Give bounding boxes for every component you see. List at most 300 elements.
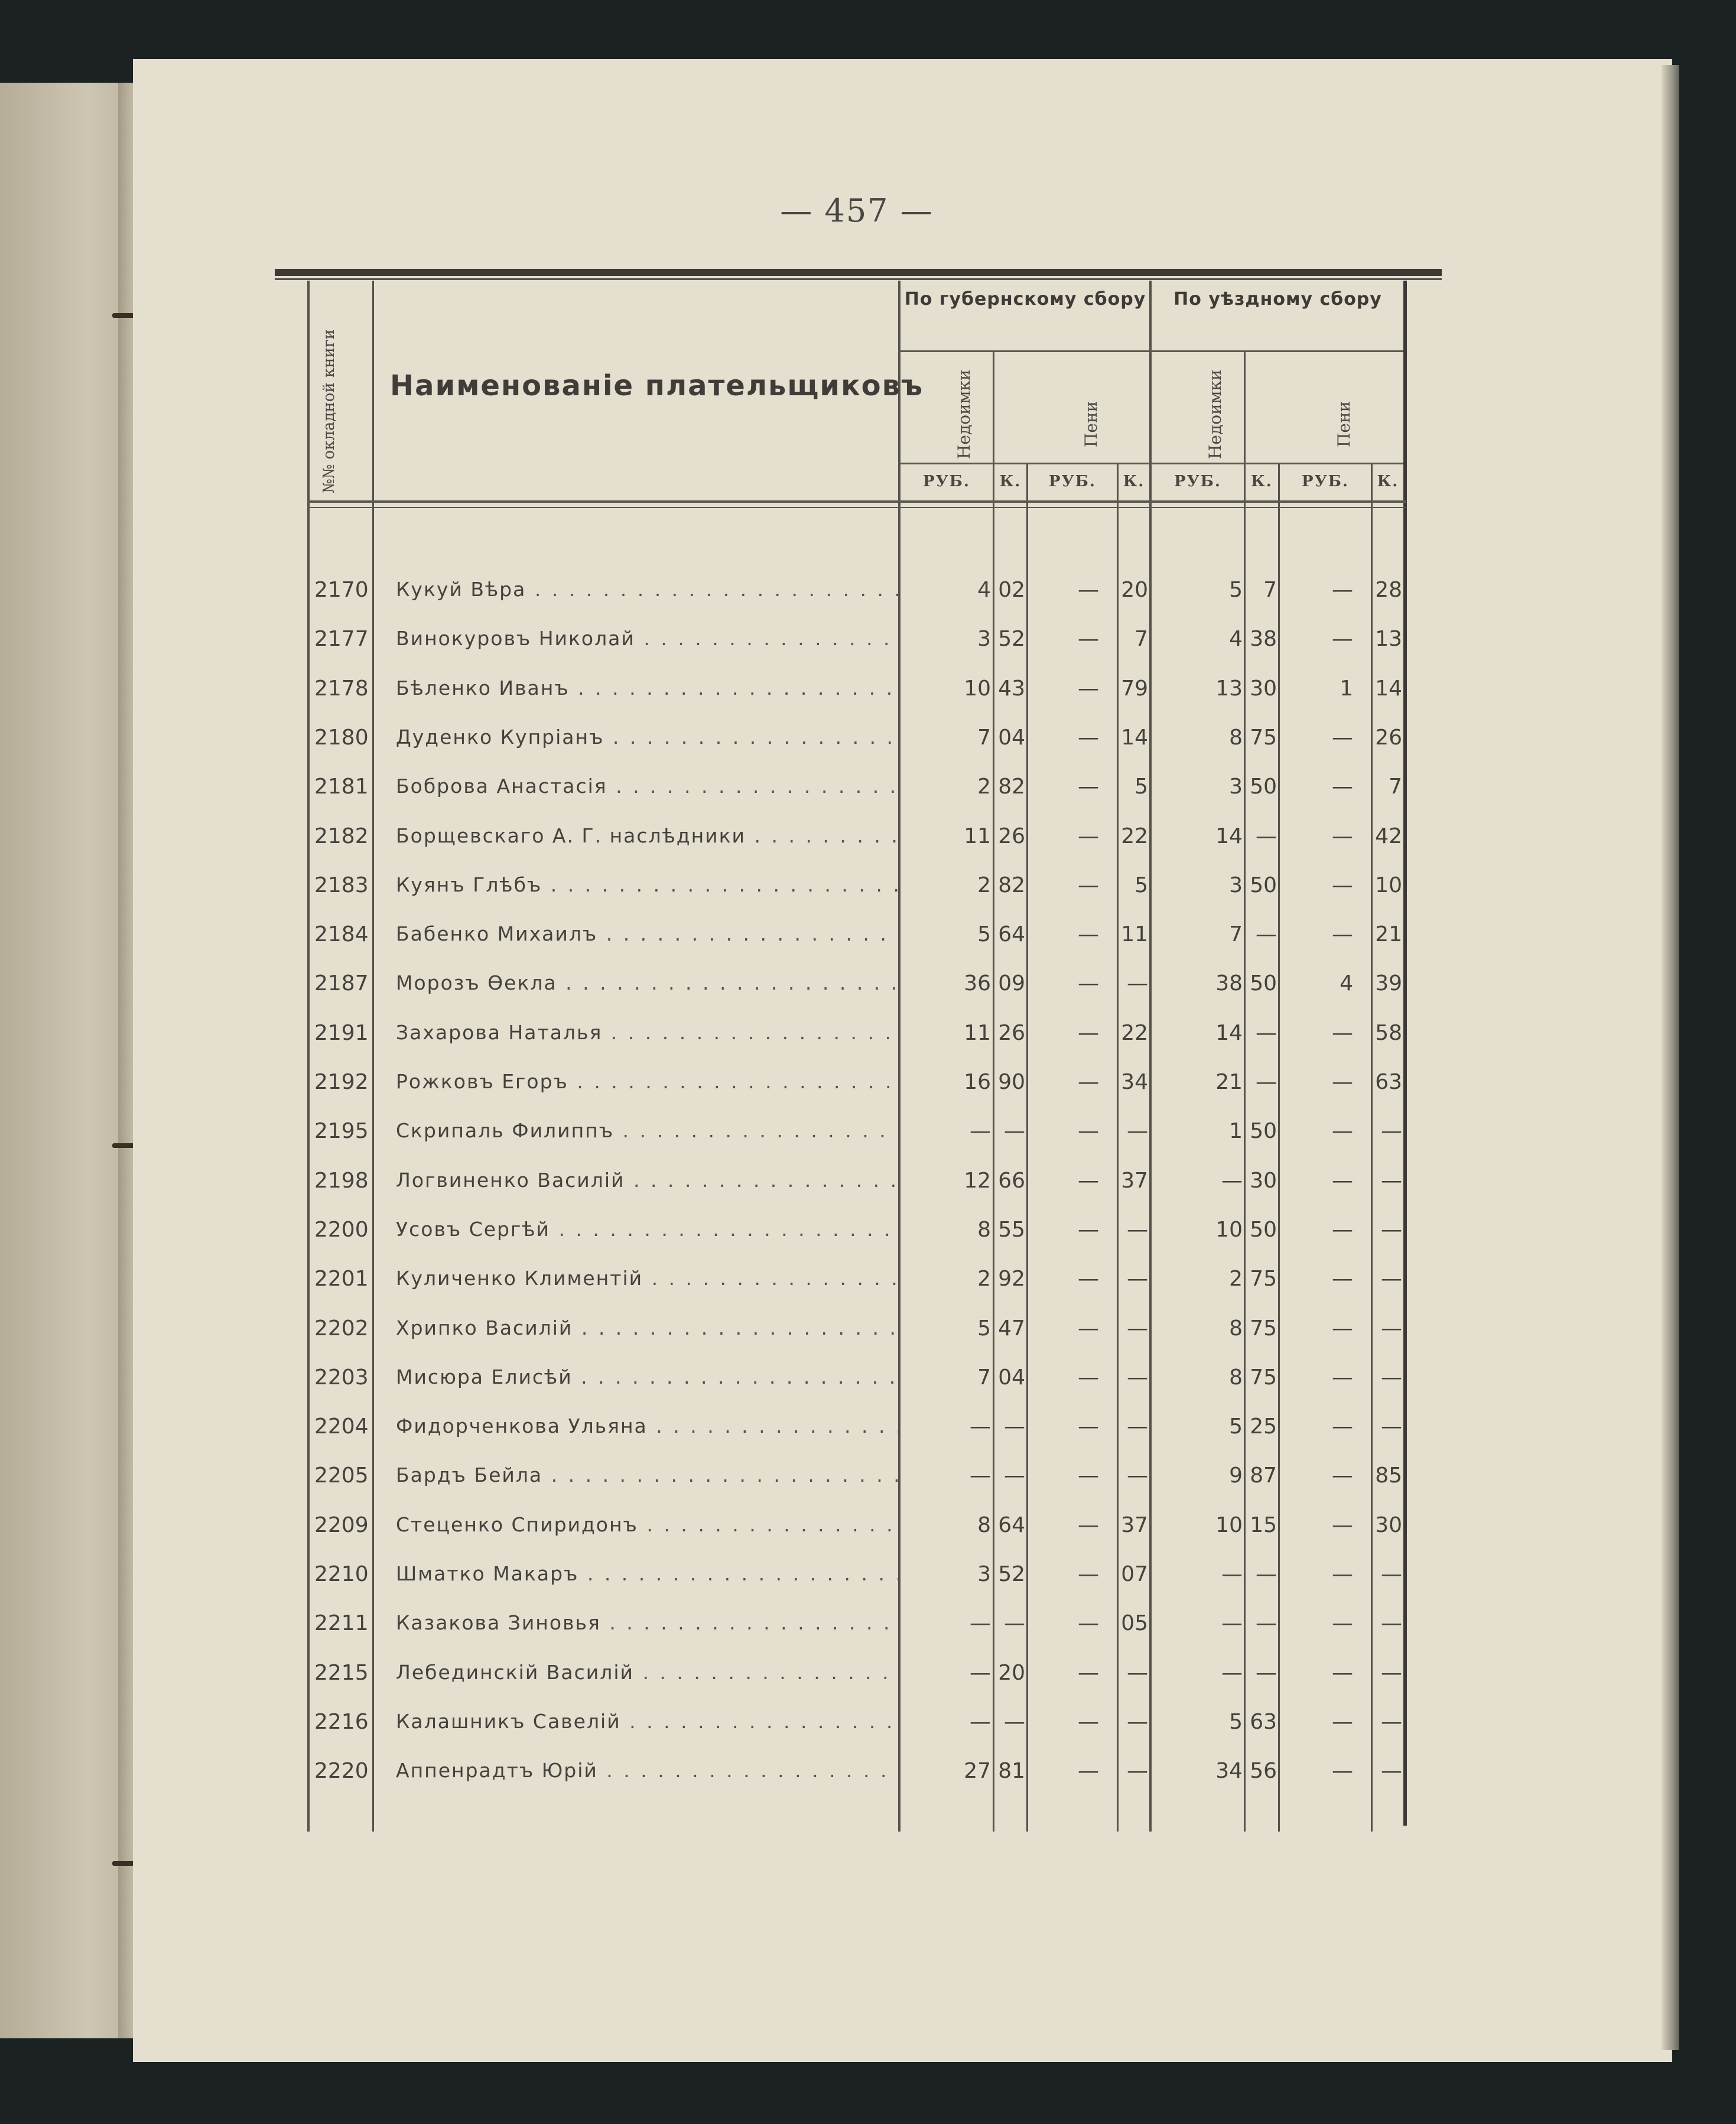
payer-name: Боброва Анастасія . . . — [396, 775, 898, 798]
table-row — [307, 1016, 1439, 1052]
amount-cell: — — [1078, 1414, 1099, 1439]
amount-cell: 37 — [1121, 1513, 1148, 1537]
amount-cell: — — [1332, 1020, 1353, 1045]
amount-cell: — — [1078, 1759, 1099, 1784]
amount-cell: 5 — [1229, 578, 1243, 602]
payer-name: Куянъ Глѣбъ . . . — [396, 873, 898, 896]
amount-cell: — — [1078, 1267, 1099, 1292]
amount-cell: — — [1256, 1660, 1277, 1685]
amount-cell: 13 — [1375, 627, 1402, 652]
amount-cell: 21 — [1375, 922, 1402, 947]
amount-cell: — — [970, 1660, 991, 1685]
amount-cell: — — [1332, 775, 1353, 799]
amount-cell: — — [1078, 1070, 1099, 1094]
amount-cell: — — [1332, 1267, 1353, 1292]
amount-cell: 3 — [1229, 775, 1243, 799]
table-row — [307, 1508, 1439, 1544]
amount-cell: 9 — [1229, 1463, 1243, 1488]
amount-cell: 2 — [977, 1267, 991, 1292]
amount-cell: — — [1332, 1513, 1353, 1537]
header-line — [307, 500, 1406, 503]
book-number: 2177 — [314, 627, 369, 652]
amount-cell: — — [1332, 1119, 1353, 1144]
amount-cell: 7 — [977, 1365, 991, 1390]
amount-cell: — — [1127, 1365, 1148, 1390]
amount-cell: 79 — [1121, 676, 1148, 701]
table-row — [307, 1606, 1439, 1642]
amount-cell: 50 — [1250, 1217, 1277, 1242]
amount-cell: 26 — [998, 824, 1025, 848]
kop-unit: К. — [1251, 473, 1273, 490]
district-penalties-header: Пени — [1334, 401, 1354, 447]
amount-cell: 2 — [977, 775, 991, 799]
amount-cell: 2 — [977, 873, 991, 897]
amount-cell: 90 — [998, 1070, 1025, 1094]
amount-cell: 30 — [1250, 676, 1277, 701]
amount-cell: 30 — [1375, 1513, 1402, 1537]
amount-cell: — — [1004, 1414, 1025, 1439]
amount-cell: — — [1127, 1119, 1148, 1144]
amount-cell: 75 — [1250, 725, 1277, 750]
book-number: 2170 — [314, 578, 369, 602]
payer-name: Морозъ Өекла . . . — [396, 971, 898, 994]
book-number: 2220 — [314, 1759, 369, 1784]
amount-cell: 10 — [1215, 1217, 1243, 1242]
table-top-rule-thin — [275, 278, 1442, 280]
table-row — [307, 1459, 1439, 1494]
payer-name: Калашникъ Савелій . . . — [396, 1710, 898, 1733]
provincial-penalties-header: Пени — [1081, 401, 1101, 447]
table-row — [307, 819, 1439, 855]
amount-cell: — — [1332, 1414, 1353, 1439]
amount-cell: — — [1127, 1759, 1148, 1784]
amount-cell: — — [1078, 873, 1099, 897]
page-number: — 457 — — [780, 192, 934, 229]
amount-cell: 02 — [998, 578, 1025, 602]
amount-cell: — — [1127, 1463, 1148, 1488]
amount-cell: 52 — [998, 627, 1025, 652]
book-number: 2184 — [314, 922, 369, 947]
book-number: 2216 — [314, 1709, 369, 1734]
amount-cell: 1 — [1340, 676, 1353, 701]
payer-name: Скрипаль Филиппъ . . . — [396, 1119, 898, 1142]
tax-table — [307, 269, 1439, 1832]
amount-cell: — — [1078, 1168, 1099, 1193]
table-row — [307, 1213, 1439, 1248]
book-number: 2182 — [314, 824, 369, 848]
amount-cell: — — [1127, 1316, 1148, 1341]
payer-name: Куличенко Климентій . . . — [396, 1267, 898, 1290]
amount-cell: 75 — [1250, 1316, 1277, 1341]
amount-cell: — — [1127, 1660, 1148, 1685]
amount-cell: 07 — [1121, 1562, 1148, 1586]
payer-name: Хрипко Василій . . . — [396, 1316, 898, 1339]
payer-name: Борщевскаго А. Г. наслѣдники . . . — [396, 824, 898, 847]
header-line — [898, 463, 1403, 464]
kop-unit: К. — [999, 473, 1022, 490]
amount-cell: — — [1256, 1070, 1277, 1094]
table-top-rule — [275, 269, 1442, 276]
amount-cell: — — [970, 1611, 991, 1636]
amount-cell: — — [1332, 1168, 1353, 1193]
amount-cell: — — [1332, 1070, 1353, 1094]
amount-cell: 38 — [1250, 627, 1277, 652]
amount-cell: 43 — [998, 676, 1025, 701]
amount-cell: 8 — [1229, 1365, 1243, 1390]
book-number: 2200 — [314, 1217, 369, 1242]
amount-cell: 4 — [1340, 971, 1353, 996]
column-line — [372, 281, 374, 1832]
amount-cell: 7 — [1389, 775, 1402, 799]
column-line — [307, 281, 310, 1832]
amount-cell: 10 — [1215, 1513, 1243, 1537]
amount-cell: 42 — [1375, 824, 1402, 848]
amount-cell: 22 — [1121, 824, 1148, 848]
amount-cell: — — [1332, 1611, 1353, 1636]
amount-cell: 37 — [1121, 1168, 1148, 1193]
amount-cell: — — [1127, 1267, 1148, 1292]
amount-cell: — — [1127, 1709, 1148, 1734]
amount-cell: — — [1078, 1562, 1099, 1586]
amount-cell: — — [1332, 1759, 1353, 1784]
amount-cell: 20 — [998, 1660, 1025, 1685]
amount-cell: 15 — [1250, 1513, 1277, 1537]
amount-cell: 8 — [1229, 725, 1243, 750]
column-line — [1403, 281, 1407, 1826]
amount-cell: 64 — [998, 922, 1025, 947]
book-number: 2178 — [314, 676, 369, 701]
book-number: 2209 — [314, 1513, 369, 1537]
amount-cell: 34 — [1121, 1070, 1148, 1094]
amount-cell: — — [1078, 725, 1099, 750]
amount-cell: — — [1381, 1759, 1402, 1784]
payer-name: Стеценко Спиридонъ . . . — [396, 1513, 898, 1536]
amount-cell: 14 — [1121, 725, 1148, 750]
amount-cell: — — [970, 1709, 991, 1734]
amount-cell: 50 — [1250, 971, 1277, 996]
table-row — [307, 1114, 1439, 1150]
amount-cell: — — [1078, 627, 1099, 652]
book-number: 2180 — [314, 725, 369, 750]
table-row — [307, 622, 1439, 658]
book-number-header: №№ окладной книги — [320, 329, 338, 493]
amount-cell: — — [1381, 1267, 1402, 1292]
amount-cell: — — [1221, 1611, 1243, 1636]
amount-cell: 75 — [1250, 1267, 1277, 1292]
book-number: 2192 — [314, 1070, 369, 1094]
amount-cell: 7 — [1263, 578, 1277, 602]
rub-unit: РУБ. — [1174, 473, 1221, 490]
amount-cell: 63 — [1250, 1709, 1277, 1734]
amount-cell: 14 — [1215, 1020, 1243, 1045]
amount-cell: — — [1078, 1365, 1099, 1390]
amount-cell: — — [1078, 1513, 1099, 1537]
amount-cell: 28 — [1375, 578, 1402, 602]
amount-cell: — — [1381, 1217, 1402, 1242]
amount-cell: 55 — [998, 1217, 1025, 1242]
amount-cell: 58 — [1375, 1020, 1402, 1045]
amount-cell: — — [1332, 627, 1353, 652]
amount-cell: 14 — [1375, 676, 1402, 701]
amount-cell: — — [1078, 775, 1099, 799]
amount-cell: — — [1332, 1660, 1353, 1685]
table-row — [307, 672, 1439, 707]
payer-name: Усовъ Сергѣй . . . — [396, 1218, 898, 1241]
book-number: 2195 — [314, 1119, 369, 1144]
rub-unit: РУБ. — [1049, 473, 1096, 490]
amount-cell: — — [1332, 725, 1353, 750]
amount-cell: 38 — [1215, 971, 1243, 996]
amount-cell: — — [1078, 1316, 1099, 1341]
amount-cell: — — [1221, 1660, 1243, 1685]
district-arrears-header: Недоимки — [1205, 369, 1225, 459]
amount-cell: — — [1078, 1660, 1099, 1685]
amount-cell: — — [1332, 873, 1353, 897]
amount-cell: — — [1332, 1316, 1353, 1341]
amount-cell: 5 — [1229, 1414, 1243, 1439]
amount-cell: 3 — [1229, 873, 1243, 897]
amount-cell: — — [1078, 1709, 1099, 1734]
payer-name: Казакова Зиновья . . . — [396, 1611, 898, 1634]
amount-cell: — — [1332, 922, 1353, 947]
table-row — [307, 1312, 1439, 1347]
amount-cell: — — [1078, 824, 1099, 848]
amount-cell: 82 — [998, 775, 1025, 799]
amount-cell: — — [1256, 824, 1277, 848]
kop-unit: К. — [1123, 473, 1145, 490]
amount-cell: — — [1332, 1709, 1353, 1734]
amount-cell: 20 — [1121, 578, 1148, 602]
table-row — [307, 770, 1439, 805]
table-row — [307, 967, 1439, 1002]
amount-cell: — — [1381, 1611, 1402, 1636]
amount-cell: 52 — [998, 1562, 1025, 1586]
amount-cell: 11 — [1121, 922, 1148, 947]
amount-cell: — — [1078, 971, 1099, 996]
payer-name: Логвиненко Василій . . . — [396, 1169, 898, 1192]
amount-cell: 75 — [1250, 1365, 1277, 1390]
amount-cell: — — [1381, 1119, 1402, 1144]
amount-cell: 7 — [1134, 627, 1148, 652]
amount-cell: — — [1381, 1316, 1402, 1341]
table-row — [307, 1262, 1439, 1297]
amount-cell: 30 — [1250, 1168, 1277, 1193]
amount-cell: — — [970, 1119, 991, 1144]
rub-unit: РУБ. — [923, 473, 970, 490]
amount-cell: — — [1332, 1463, 1353, 1488]
amount-cell: 50 — [1250, 1119, 1277, 1144]
amount-cell: 4 — [1229, 627, 1243, 652]
header-line — [307, 507, 1406, 508]
book-number: 2211 — [314, 1611, 369, 1636]
column-line — [898, 281, 900, 1832]
amount-cell: 64 — [998, 1513, 1025, 1537]
district-levy-header: По уѣздному сбору — [1173, 289, 1382, 310]
amount-cell: — — [970, 1463, 991, 1488]
amount-cell: — — [1078, 1020, 1099, 1045]
amount-cell: 47 — [998, 1316, 1025, 1341]
table-row — [307, 721, 1439, 756]
amount-cell: 05 — [1121, 1611, 1148, 1636]
amount-cell: 66 — [998, 1168, 1025, 1193]
amount-cell: — — [1381, 1660, 1402, 1685]
amount-cell: — — [1332, 824, 1353, 848]
amount-cell: — — [1004, 1709, 1025, 1734]
amount-cell: 5 — [1134, 873, 1148, 897]
amount-cell: 82 — [998, 873, 1025, 897]
amount-cell: 63 — [1375, 1070, 1402, 1094]
amount-cell: — — [1004, 1611, 1025, 1636]
payer-name-header: Наименованіе плательщиковъ — [390, 369, 924, 402]
amount-cell: 36 — [964, 971, 991, 996]
table-row — [307, 1705, 1439, 1741]
book-number: 2198 — [314, 1168, 369, 1193]
book-number: 2210 — [314, 1562, 369, 1586]
page-edge — [1662, 65, 1679, 2050]
header-line — [898, 350, 1403, 352]
amount-cell: 3 — [977, 1562, 991, 1586]
amount-cell: — — [1078, 1217, 1099, 1242]
amount-cell: — — [1221, 1562, 1243, 1586]
amount-cell: 5 — [977, 1316, 991, 1341]
book-number: 2215 — [314, 1660, 369, 1685]
amount-cell: — — [1381, 1562, 1402, 1586]
amount-cell: 85 — [1375, 1463, 1402, 1488]
amount-cell: 5 — [977, 922, 991, 947]
amount-cell: — — [1381, 1365, 1402, 1390]
table-row — [307, 869, 1439, 904]
kop-unit: К. — [1377, 473, 1399, 490]
amount-cell: 13 — [1215, 676, 1243, 701]
amount-cell: 3 — [977, 627, 991, 652]
table-row — [307, 573, 1439, 609]
amount-cell: — — [1332, 1217, 1353, 1242]
table-row — [307, 1361, 1439, 1396]
amount-cell: — — [1004, 1463, 1025, 1488]
amount-cell: — — [1256, 1020, 1277, 1045]
amount-cell: 25 — [1250, 1414, 1277, 1439]
amount-cell: — — [1221, 1168, 1243, 1193]
payer-name: Дуденко Купріанъ . . . — [396, 726, 898, 749]
amount-cell: 22 — [1121, 1020, 1148, 1045]
amount-cell: — — [1127, 1414, 1148, 1439]
column-line — [1149, 281, 1152, 1832]
payer-name: Винокуровъ Николай . . . — [396, 627, 898, 650]
amount-cell: — — [1381, 1709, 1402, 1734]
amount-cell: 26 — [1375, 725, 1402, 750]
rub-unit: РУБ. — [1302, 473, 1349, 490]
amount-cell: 1 — [1229, 1119, 1243, 1144]
book-number: 2205 — [314, 1463, 369, 1488]
payer-name: Захарова Наталья . . . — [396, 1021, 898, 1044]
amount-cell: 50 — [1250, 775, 1277, 799]
table-row — [307, 1164, 1439, 1199]
payer-name: Кукуй Вѣра . . . — [396, 578, 898, 601]
amount-cell: — — [1078, 1119, 1099, 1144]
amount-cell: — — [1127, 1217, 1148, 1242]
amount-cell: 7 — [1229, 922, 1243, 947]
amount-cell: — — [1332, 1365, 1353, 1390]
amount-cell: 8 — [1229, 1316, 1243, 1341]
amount-cell: 09 — [998, 971, 1025, 996]
payer-name: Бардъ Бейла . . . — [396, 1463, 898, 1487]
amount-cell: 8 — [977, 1217, 991, 1242]
amount-cell: 14 — [1215, 824, 1243, 848]
amount-cell: — — [1332, 578, 1353, 602]
table-row — [307, 1065, 1439, 1101]
table-row — [307, 1754, 1439, 1790]
provincial-levy-header: По губернскому сбору — [904, 289, 1146, 310]
amount-cell: 16 — [964, 1070, 991, 1094]
amount-cell: — — [1078, 578, 1099, 602]
amount-cell: — — [1078, 922, 1099, 947]
amount-cell: — — [1078, 1463, 1099, 1488]
amount-cell: — — [1256, 922, 1277, 947]
amount-cell: 4 — [977, 578, 991, 602]
amount-cell: 11 — [964, 1020, 991, 1045]
book-number: 2203 — [314, 1365, 369, 1390]
amount-cell: 21 — [1215, 1070, 1243, 1094]
amount-cell: 5 — [1134, 775, 1148, 799]
amount-cell: 34 — [1215, 1759, 1243, 1784]
amount-cell: 8 — [977, 1513, 991, 1537]
provincial-arrears-header: Недоимки — [954, 369, 974, 459]
payer-name: Мисюра Елисѣй . . . — [396, 1365, 898, 1388]
amount-cell: — — [1078, 1611, 1099, 1636]
payer-name: Фидорченкова Ульяна . . . — [396, 1414, 898, 1437]
book-number: 2181 — [314, 775, 369, 799]
book-number: 2201 — [314, 1267, 369, 1292]
amount-cell: — — [1004, 1119, 1025, 1144]
amount-cell: — — [1332, 1562, 1353, 1586]
table-row — [307, 1557, 1439, 1593]
table-row — [307, 1656, 1439, 1692]
amount-cell: 11 — [964, 824, 991, 848]
amount-cell: 56 — [1250, 1759, 1277, 1784]
amount-cell: — — [1256, 1611, 1277, 1636]
amount-cell: 10 — [964, 676, 991, 701]
amount-cell: 39 — [1375, 971, 1402, 996]
amount-cell: 10 — [1375, 873, 1402, 897]
amount-cell: 04 — [998, 725, 1025, 750]
amount-cell: — — [1078, 676, 1099, 701]
book-number: 2204 — [314, 1414, 369, 1439]
amount-cell: — — [1256, 1562, 1277, 1586]
book-number: 2187 — [314, 971, 369, 996]
amount-cell: 5 — [1229, 1709, 1243, 1734]
amount-cell: 27 — [964, 1759, 991, 1784]
amount-cell: — — [1381, 1414, 1402, 1439]
payer-name: Аппенрадтъ Юрій . . . — [396, 1759, 898, 1782]
amount-cell: — — [1127, 971, 1148, 996]
amount-cell: 04 — [998, 1365, 1025, 1390]
payer-name: Бабенко Михаилъ . . . — [396, 922, 898, 945]
amount-cell: 50 — [1250, 873, 1277, 897]
table-row — [307, 918, 1439, 953]
book-number: 2202 — [314, 1316, 369, 1341]
amount-cell: 92 — [998, 1267, 1025, 1292]
payer-name: Рожковъ Егоръ . . . — [396, 1070, 898, 1093]
amount-cell: 2 — [1229, 1267, 1243, 1292]
amount-cell: 26 — [998, 1020, 1025, 1045]
book-number: 2183 — [314, 873, 369, 897]
table-row — [307, 1410, 1439, 1445]
amount-cell: 87 — [1250, 1463, 1277, 1488]
payer-name: Лебединскій Василій . . . — [396, 1661, 898, 1684]
amount-cell: — — [970, 1414, 991, 1439]
book-number: 2191 — [314, 1020, 369, 1045]
amount-cell: — — [1381, 1168, 1402, 1193]
